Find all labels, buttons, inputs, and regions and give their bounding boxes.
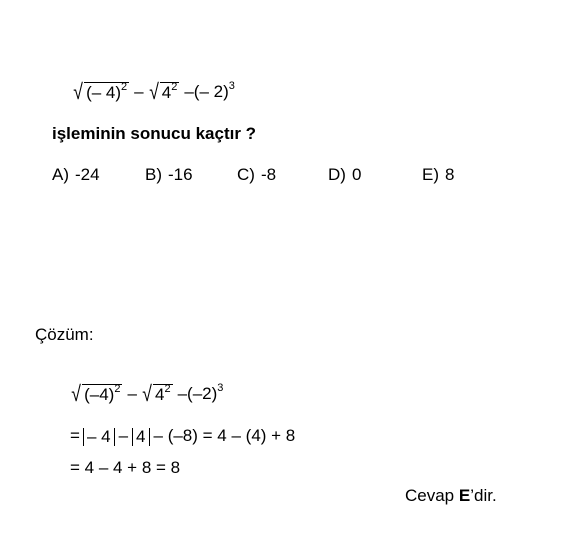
minus-operator: – <box>184 82 194 101</box>
sqrt-icon: √ <box>73 79 83 104</box>
solution-line-1 <box>70 381 224 406</box>
option-c[interactable]: C) -8 <box>237 165 277 184</box>
sqrt-term-1: √ (– 4)$^2$ <box>73 79 128 104</box>
option-a[interactable]: A) -24 <box>52 165 100 184</box>
absolute-value-1: – 4 <box>83 428 115 446</box>
sqrt-icon: √ <box>148 79 159 104</box>
solution-line-2: = – 4 – 4 – (–8) = 4 – (4) + 8 <box>70 426 296 446</box>
sqrt-icon: √ <box>71 381 81 406</box>
minus-operator: – <box>127 384 137 403</box>
question-expression <box>72 79 235 104</box>
power-term: $(-2)^3$ <box>187 382 224 403</box>
sqrt-term-2: √ $4^2$ <box>142 381 171 406</box>
answer-text: Cevap E’dir. <box>405 486 497 505</box>
question-text: işleminin sonucu kaçtır ? <box>52 124 257 143</box>
sqrt-term-1: √ $(-4)^2$ <box>71 381 121 406</box>
answer-letter: E <box>458 486 471 505</box>
sqrt-icon: √ <box>142 381 152 406</box>
minus-operator: – <box>134 82 144 101</box>
minus-operator: – <box>177 384 188 403</box>
option-b[interactable]: B) -16 <box>145 165 193 184</box>
power-term: (– 2)$^3$ <box>193 80 235 101</box>
option-d[interactable]: D) 0 <box>328 165 362 184</box>
solution-line-3: = 4 – 4 + 8 = 8 <box>70 458 181 477</box>
absolute-value-2: 4 <box>132 428 149 446</box>
option-e[interactable]: E) 8 <box>422 165 455 184</box>
sqrt-term-2: √ $4^2$ <box>148 79 178 104</box>
solution-title: Çözüm: <box>35 325 94 344</box>
